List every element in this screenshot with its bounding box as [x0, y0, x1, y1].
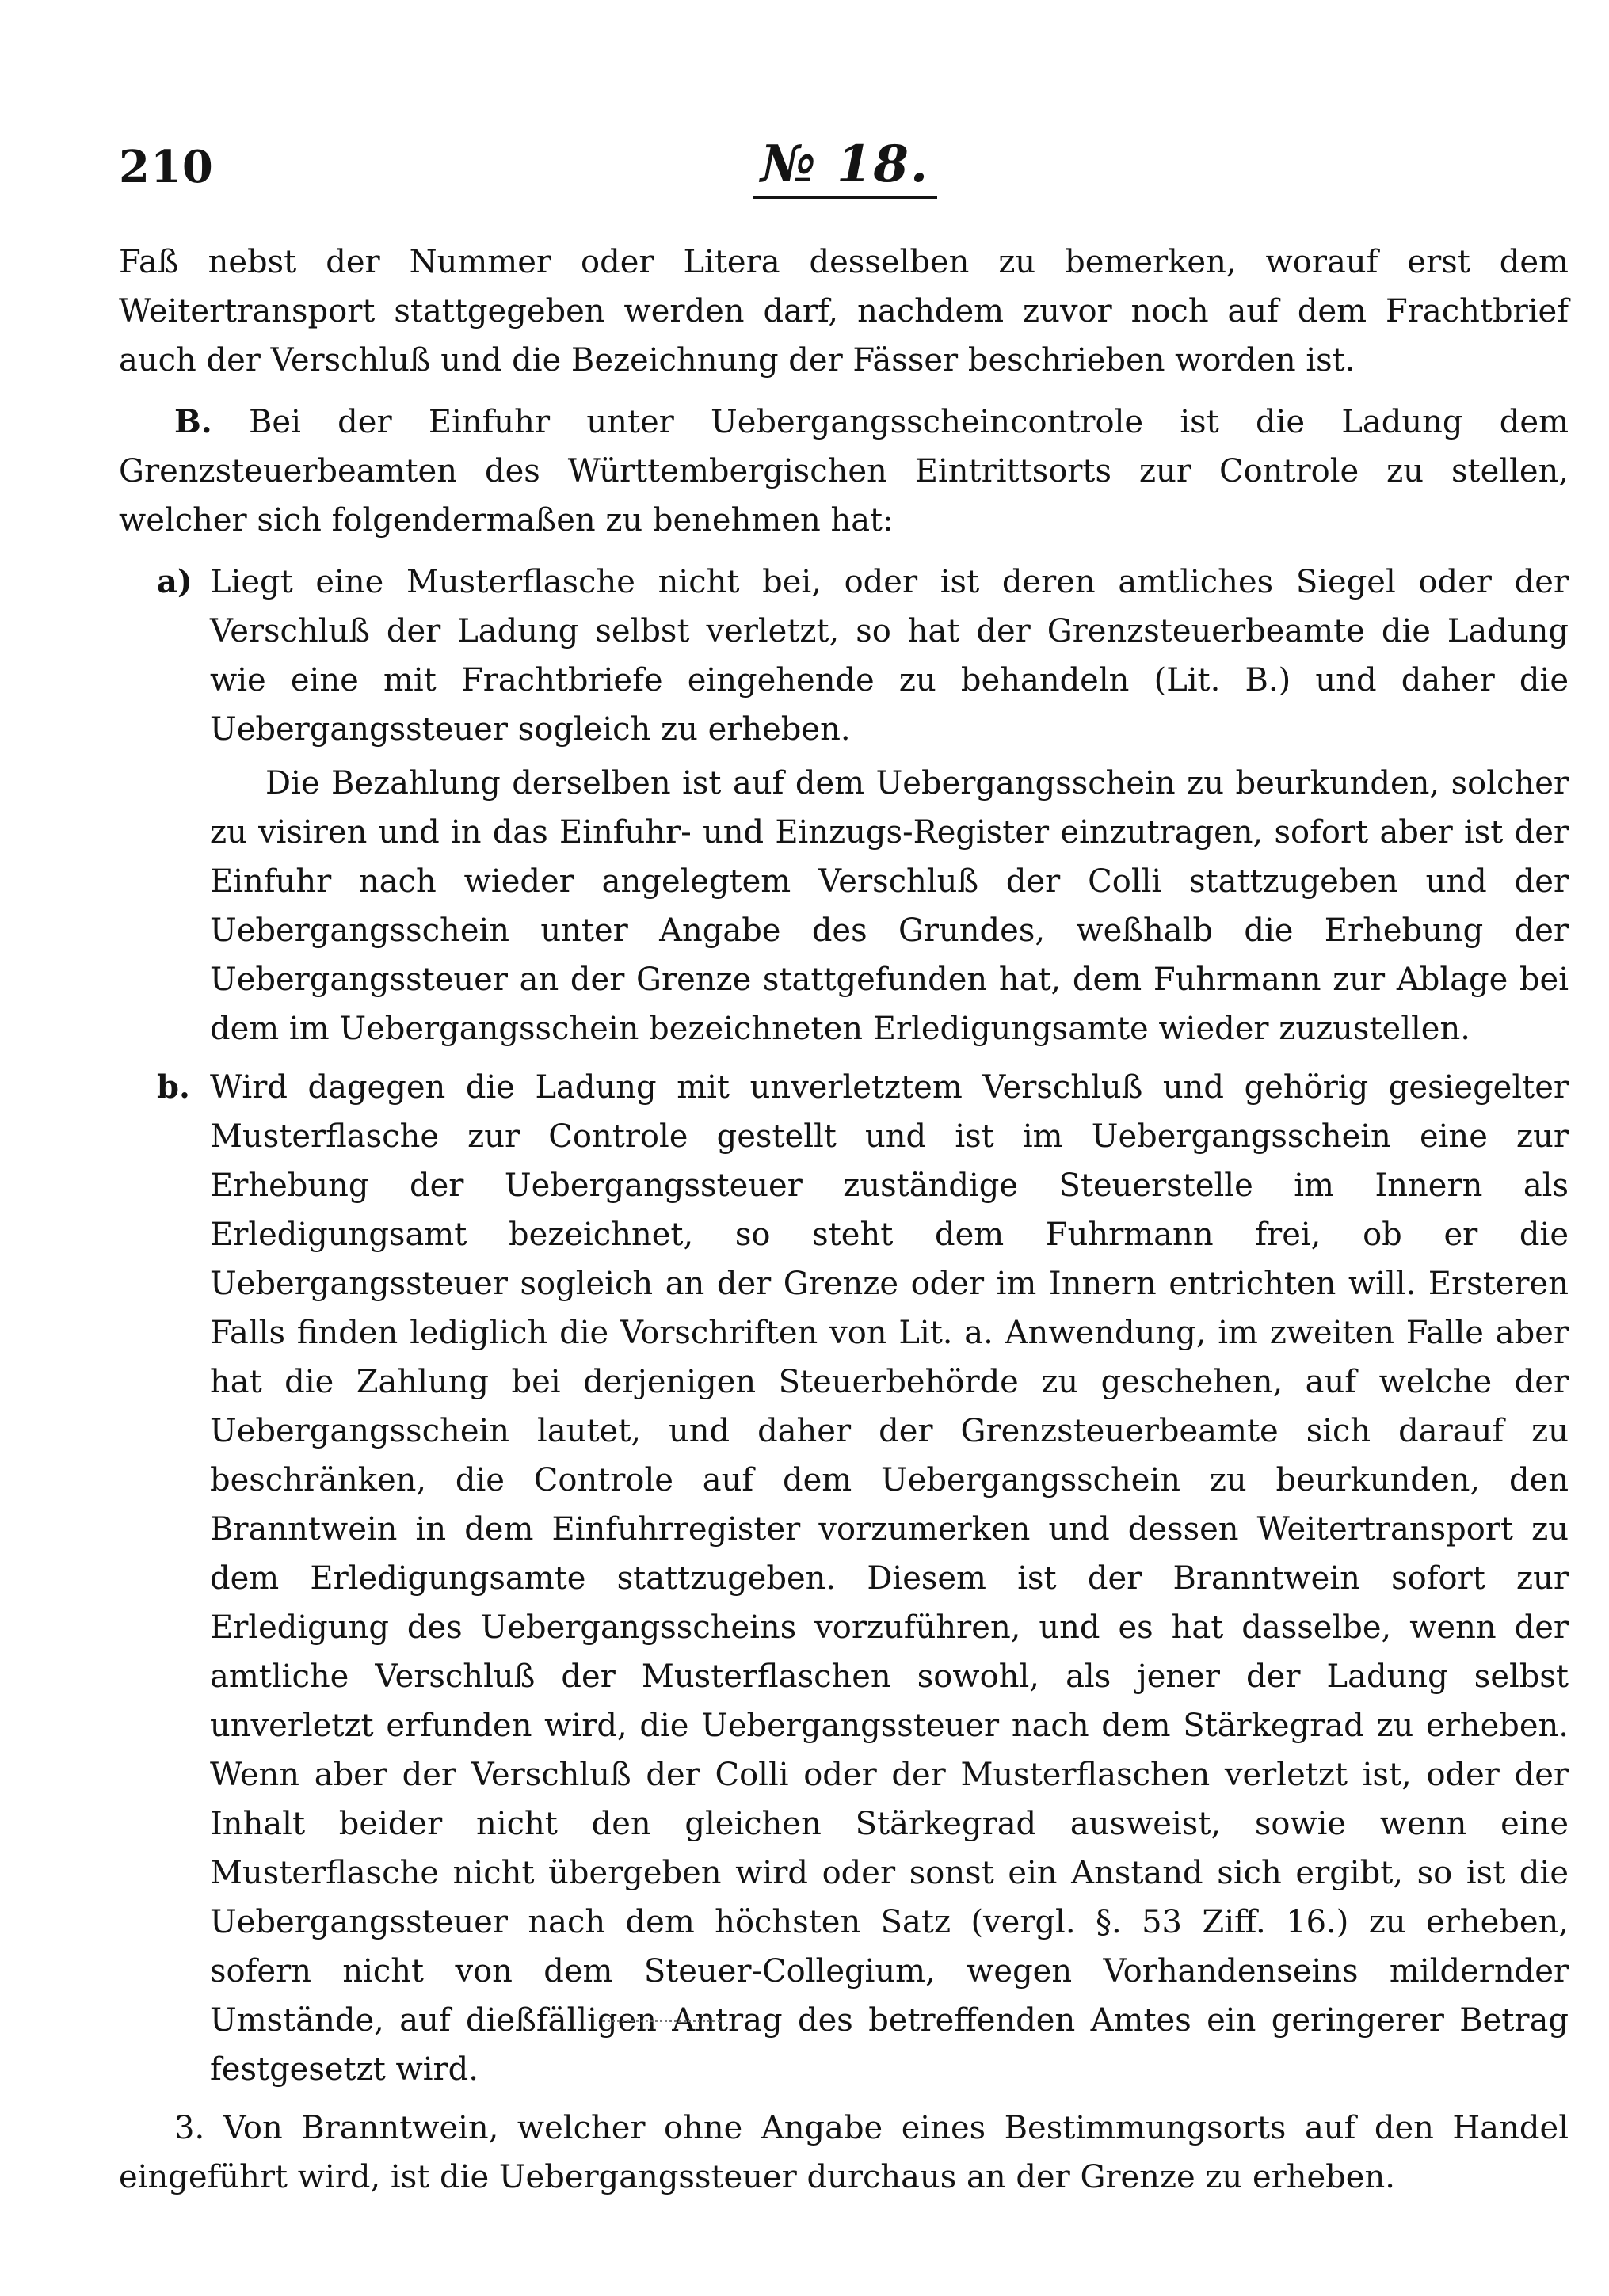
page-number: 210 [119, 141, 214, 193]
paragraph-3: 3. Von Branntwein, welcher ohne Angabe eines Bestimmungsorts auf den Handel eingeführt wird, ist die Uebergangssteuer durchaus an der Grenze zu erheben. [119, 2110, 1569, 2195]
list-item-a [119, 558, 1569, 1053]
list-item-a-text: Liegt eine Musterflasche nicht bei, oder ist deren amtliches Siegel oder der Verschluß der Ladung selbst verletzt, so hat der Grenzsteuerbeamte die Ladung wie eine mit Frachtbriefe eingehende zu behandeln (Lit. B.) und daher die Uebergangssteuer sogleich zu erheben. [210, 564, 1569, 748]
list-item-b [119, 1063, 1569, 2094]
paragraph-b-label: B. [174, 403, 212, 440]
paragraph-continuation: Faß nebst der Nummer oder Litera desselben zu bemerken, worauf erst dem Weitertransport stattgegeben werden darf, nachdem zuvor noch auf dem Frachtbrief auch der Verschluß und die Bezeichnung der Fässer beschrieben worden ist. [119, 244, 1569, 379]
paragraph-b-text: Bei der Einfuhr unter Uebergangsscheincontrole ist die Ladung dem Grenzsteuerbeamten des Württembergischen Eintrittsorts zur Controle zu stellen, welcher sich folgendermaßen zu benehmen hat: [119, 404, 1569, 539]
list-item-b-text: Wird dagegen die Ladung mit unverletztem Verschluß und gehörig gesiegelter Musterflasche zur Controle gestellt und ist im Uebergangsschein eine zur Erhebung der Uebergangssteuer zuständige Steuerstelle im Innern als Erledigungsamt bezeichnet, so steht dem Fuhrmann frei, ob er die Uebergangssteuer sogleich an der Grenze oder im Innern entrichten will. Ersteren Falls finden lediglich die Vorschriften von Lit. a. Anwendung, im zweiten Falle aber hat die Zahlung bei derjenigen Steuerbehörde zu geschehen, auf welche der Uebergangsschein lautet, und daher der Grenzsteuerbeamte sich darauf zu beschränken, die Controle auf dem Uebergangsschein zu beurkunden, den Branntwein in dem Einfuhrregister vorzumerken und dessen Weitertransport zu dem Erledigungsamte stattzugeben. Diesem ist der Branntwein sofort zur Erledigung des Uebergangsscheins vorzuführen, und es hat dasselbe, wenn der amtliche Verschluß der Musterflaschen sowohl, als jener der Ladung selbst unverletzt erfunden wird, die Uebergangssteuer nach dem Stärkegrad zu erheben. Wenn aber der Verschluß der Colli oder der Musterflaschen verletzt ist, oder der Inhalt beider nicht den gleichen Stärkegrad ausweist, sowie wenn eine Musterflasche nicht übergeben wird oder sonst ein Anstand sich ergibt, so ist die Uebergangssteuer nach dem höchsten Satz (vergl. §. 53 Ziff. 16.) zu erheben, sofern nicht von dem Steuer-Collegium, wegen Vorhandenseins mildernder Umstände, auf dießfälligen Antrag des betreffenden Amtes ein geringerer Betrag festgesetzt wird. [210, 1069, 1569, 2088]
list-item-a-marker: a) [157, 563, 193, 600]
list-item-b-marker: b. [157, 1068, 190, 1106]
issue-number: № 18. [753, 135, 937, 199]
page-header [119, 135, 1561, 204]
end-ornament [602, 2020, 721, 2027]
list-item-a-continuation: Die Bezahlung derselben ist auf dem Uebergangsschein zu beurkunden, solcher zu visiren und in das Einfuhr- und Einzugs-Register einzutragen, sofort aber ist der Einfuhr nach wieder angelegtem Verschluß der Colli stattzugeben und der Uebergangsschein unter Angabe des Grundes, weßhalb die Erhebung der Uebergangssteuer an der Grenze stattgefunden hat, dem Fuhrmann zur Ablage bei dem im Uebergangsschein bezeichneten Erledigungsamte wieder zuzustellen. [210, 765, 1569, 1047]
paragraph-b [119, 398, 1569, 545]
body-text [119, 238, 1569, 2214]
